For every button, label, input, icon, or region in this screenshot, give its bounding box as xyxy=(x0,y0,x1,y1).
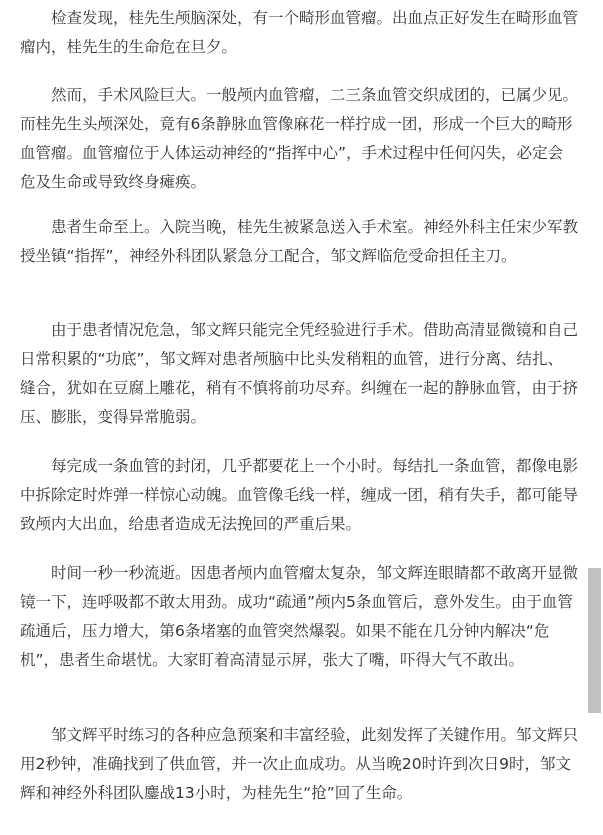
vertical-scrollbar[interactable] xyxy=(591,0,603,835)
article-paragraph: 检查发现，桂先生颅脑深处，有一个畸形血管瘤。出血点正好发生在畸形血管瘤内，桂先生的生命危在旦夕。 xyxy=(20,9,579,56)
article-paragraph: 每完成一条血管的封闭，几乎都要花上一个小时。每结扎一条血管，都像电影中拆除定时炸弹一样惊心动魄。血管像毛线一样，缠成一团，稍有失手，都可能导致颅内大出血，给患者造成无法挽回的严重后果。 xyxy=(20,457,579,533)
article-paragraph: 时间一秒一秒流逝。因患者颅内血管瘤太复杂，邹文辉连眼睛都不敢离开显微镜一下，连呼吸都不敢太用劲。成功“疏通”颅内5条血管后，意外发生。由于血管疏通后，压力增大，第6条堵塞的血管突然爆裂。如果不能在几分钟内解决“危机”，患者生命堪忧。大家盯着高清显示屏，张大了嘴，吓得大气不敢出。 xyxy=(20,564,579,669)
article-paragraph: 然而，手术风险巨大。一般颅内血管瘤，二三条血管交织成团的，已属少见。而桂先生头颅深处，竟有6条静脉血管像麻花一样拧成一团，形成一个巨大的畸形血管瘤。血管瘤位于人体运动神经的“指挥中心”，手术过程中任何闪失，必定会危及生命或导致终身瘫痪。 xyxy=(20,86,579,191)
article-paragraph: 邹文辉平时练习的各种应急预案和丰富经验，此刻发挥了关键作用。邹文辉只用2秒钟，准确找到了供血管，并一次止血成功。从当晚20时许到次日9时，邹文辉和神经外科团队鏖战13小时，为桂先生“抢”回了生命。 xyxy=(20,726,579,802)
article-paragraph: 由于患者情况危急，邹文辉只能完全凭经验进行手术。借助高清显微镜和自己日常积累的“功底”，邹文辉对患者颅脑中比头发稍粗的血管，进行分离、结扎、缝合，犹如在豆腐上雕花，稍有不慎将前功尽弃。纠缠在一起的静脉血管，由于挤压、膨胀，变得异常脆弱。 xyxy=(20,321,579,426)
scrollbar-thumb[interactable] xyxy=(588,568,601,713)
article-paragraph: 患者生命至上。入院当晚，桂先生被紧急送入手术室。神经外科主任宋少军教授坐镇“指挥”，神经外科团队紧急分工配合，邹文辉临危受命担任主刀。 xyxy=(20,218,579,265)
